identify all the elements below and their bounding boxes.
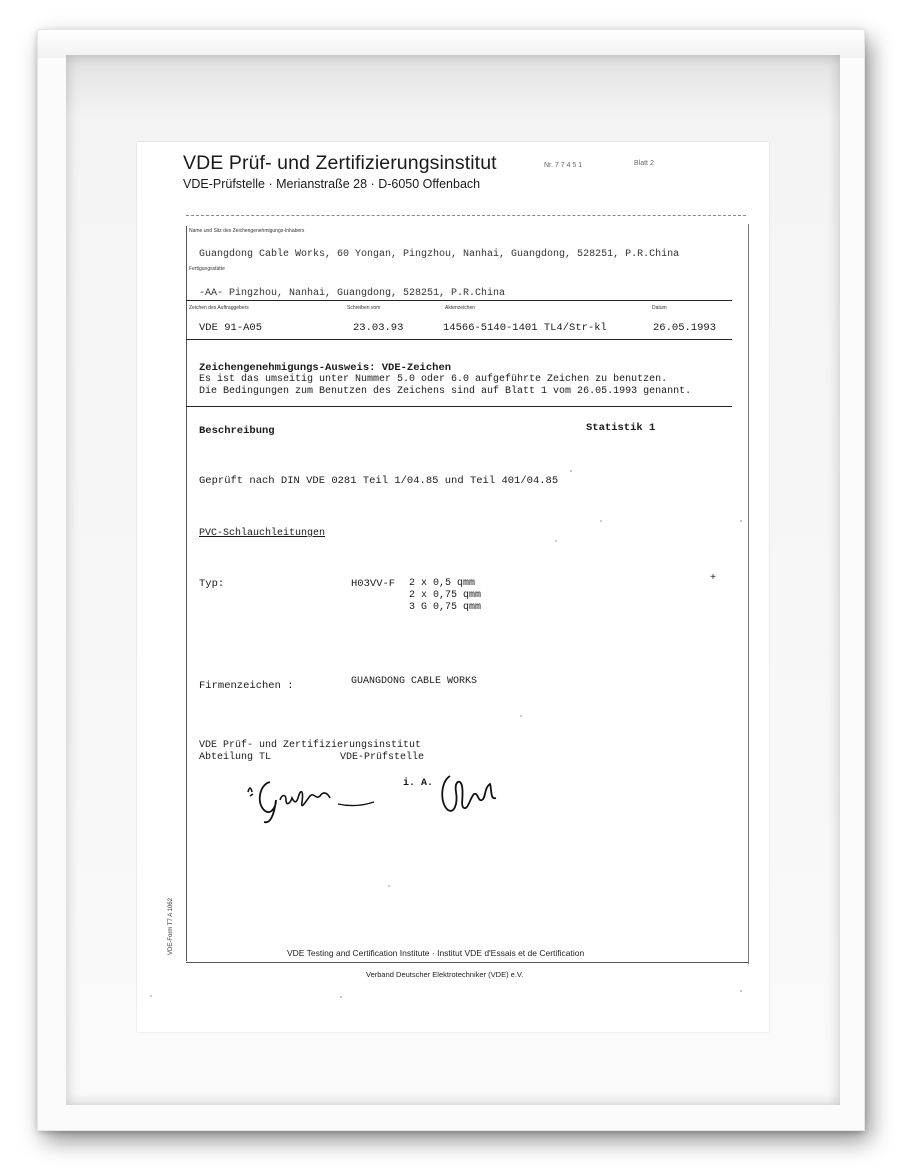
holder-text: Guangdong Cable Works, 60 Yongan, Pingzhou, Nanhai, Guangdong, 528251, P.R.China (199, 249, 680, 260)
scan-speck (150, 995, 152, 997)
scan-speck (340, 996, 342, 998)
approval-line-2: Die Bedingungen zum Benutzen des Zeichens sind auf Blatt 1 vom 26.05.1993 genannt. (199, 386, 692, 397)
plus-mark: + (710, 573, 717, 584)
signature-right (436, 768, 506, 818)
approval-bottom-rule (186, 406, 732, 407)
type-value-3: 3 G 0,75 qmm (409, 602, 482, 613)
scan-speck (570, 470, 572, 472)
scan-speck (740, 520, 742, 522)
top-dashed-rule (186, 215, 746, 216)
firm-value: GUANGDONG CABLE WORKS (351, 676, 478, 687)
bottom-border (186, 962, 748, 963)
scan-speck (740, 990, 742, 992)
file-ref-label: Aktenzeichen (445, 305, 476, 311)
signature-department: Abteilung TL (199, 752, 272, 763)
firm-label: Firmenzeichen : (199, 680, 294, 692)
date-value: 26.05.1993 (653, 322, 717, 334)
letter-from-label: Schreiben vom (347, 305, 381, 311)
holder-label: Name und Sitz des Zeichengenehmigungs-Inhabers (189, 228, 305, 234)
footer-association-line: Verband Deutscher Elektrotechniker (VDE) e.V. (366, 970, 524, 979)
client-ref-label: Zeichen des Auftraggebers (189, 305, 249, 311)
approval-line-1: Es ist das umseitig unter Nummer 5.0 oder 6.0 aufgeführte Zeichen zu benutzen. (199, 374, 668, 385)
signature-institute: VDE Prüf- und Zertifizierungsinstitut (199, 740, 422, 751)
factory-text: -AA- Pingzhou, Nanhai, Guangdong, 528251, P.R.China (199, 288, 506, 299)
type-value-2: 2 x 0,75 qmm (409, 590, 482, 601)
ia-prefix-right: i. A. (403, 778, 434, 789)
left-border (186, 226, 187, 961)
scan-speck (520, 715, 522, 717)
scan-speck (388, 885, 390, 887)
type-value-1: 2 x 0,5 qmm (409, 578, 476, 589)
product-name: PVC-Schlauchleitungen (199, 528, 326, 539)
file-ref-value: 14566-5140-1401 TL4/Str-kl (443, 322, 607, 334)
scan-speck (600, 520, 602, 522)
description-heading: Beschreibung (199, 425, 275, 437)
signature-left (240, 770, 390, 830)
scan-speck (555, 540, 557, 542)
footer-institute-line: VDE Testing and Certification Institute · Institut VDE d'Essais et de Certification (287, 948, 585, 958)
client-ref-value: VDE 91-A05 (199, 322, 263, 334)
ref-top-rule (186, 300, 732, 301)
statistik-label: Statistik 1 (586, 422, 656, 434)
right-border (748, 224, 749, 964)
type-label: Typ: (199, 578, 225, 590)
document-address: VDE-Prüfstelle · Merianstraße 28 · D-6050 Offenbach (183, 177, 481, 191)
ref-bottom-rule (186, 339, 732, 340)
form-code: VDE-Form T7 A 1062 (168, 898, 174, 955)
signature-station: VDE-Prüfstelle (340, 752, 425, 763)
date-label: Datum (652, 305, 667, 311)
factory-label: Fertigungsstätte (189, 266, 225, 272)
approval-heading: Zeichengenehmigungs-Ausweis: VDE-Zeichen (199, 362, 452, 374)
document-title: VDE Prüf- und Zertifizierungsinstitut (183, 152, 497, 174)
type-code: H03VV-F (351, 578, 396, 590)
document-number: Nr. 7 7 4 5 1 (544, 162, 583, 169)
letter-from-value: 23.03.93 (353, 322, 404, 334)
sheet-number: Blatt 2 (634, 160, 654, 167)
tested-standard: Geprüft nach DIN VDE 0281 Teil 1/04.85 und Teil 401/04.85 (199, 475, 559, 487)
frame-top-edge (38, 30, 864, 58)
